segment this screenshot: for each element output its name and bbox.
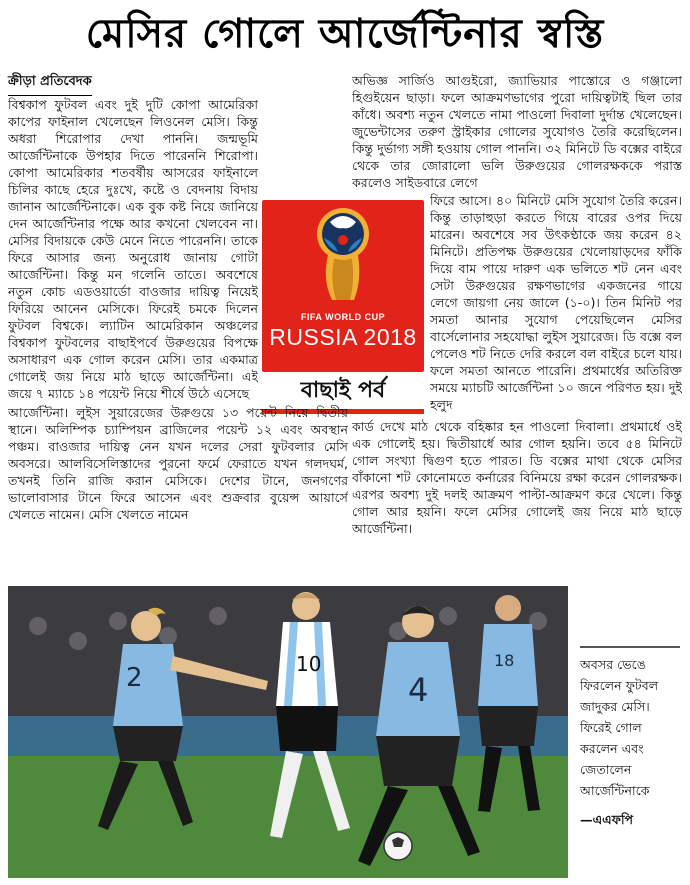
photo-caption (580, 646, 680, 864)
article-paragraph: কার্ড দেখে মাঠ থেকে বহিষ্কার হন পাওলো দিবালা। প্রথমার্ধে ওই এক গোলেই হয়। দ্বিতীয়ার্ধে আর গোল হয়নি। তবে ৫৪ মিনিটে গোল সংখ্যা দ্বিগুণ হতে পারত। ডি বক্সের মাথা থেকে মেসির বাঁকানো শট কোনোমতে কর্নারের বিনিময়ে রক্ষা করেন গোলরক্ষক। এরপর অবশ্য দুই দলই আক্রমণ পাল্টা-আক্রমণ করে খেলে। কিন্তু গোল আর হয়নি। ফলে মেসির গোলেই জয় নিয়ে মাঠ ছাড়ে আর্জেন্টিনা। (352, 419, 682, 536)
logo-line-fifa: FIFA WORLD CUP (300, 312, 386, 322)
photo-caption-text: অবসর ভেঙে ফিরলেন ফুটবল জাদুকর মেসি। ফিরেই গোল করলেন এবং জেতালেন আর্জেন্টিনাকে (580, 657, 659, 798)
jersey-number-4: 4 (408, 671, 429, 709)
article-column-right-middle (430, 192, 682, 420)
qualifier-caption: বাছাই পর্ব (262, 374, 424, 414)
article-column-right-bottom (352, 418, 682, 582)
photo-credit: —এএফপি (580, 812, 634, 827)
logo-line-russia: RUSSIA 2018 (269, 324, 417, 350)
article-column-left-bottom (8, 404, 348, 600)
article-column-left-top (8, 96, 258, 406)
headline: মেসির গোলে আর্জেন্টিনার স্বস্তি (85, 10, 605, 57)
world-cup-trophy-icon (262, 200, 424, 310)
article-column-right-top (352, 72, 682, 194)
article-paragraph: বিশ্বকাপ ফুটবল এবং দুই দুটি কোপা আমেরিকা কাপের ফাইনাল খেলেছেন লিওনেল মেসি। কিন্তু অধরা শিরোপার দেখা পাননি। জন্মভূমি আর্জেন্টিনাকে উপহার দিতে পারেননি শিরোপা। কোপা আমেরিকার শতবর্ষীয় আসরের ফাইনালে চিলির কাছে হেরে দুঃখে, কষ্টে ও বেদনায় বিদায় জানান আর্জেন্টিনাকে। এক বুক কষ্ট নিয়ে জানিয়ে দেন আর্জেন্টিনার পক্ষে আর কখনো খেলবেন না। মেসির বিদায়কে কেউ মেনে নিতে পারেননি। তাকে ফিরে আসার জন্য অনুরোধ জানায় গোটা আর্জেন্টিনা। কিন্তু মন গলেনি তাতে। অবশেষে নতুন কোচ এডওয়ার্ডো বাওজার দায়িত্ব নিয়েই ফিরিয়ে আনেন মেসিকে। ফিরেই চমকে দিলেন ফুটবল বিশ্বকে। ল্যাটিন আমেরিকান অঞ্চলের বিশ্বকাপ ফুটবলের বাছাইপর্বে উরুগুয়ের বিপক্ষে অসাধারণ এক গোল করেন মেসি। তার একমাত্র গোলেই জয় নিয়ে মাঠ ছাড়ে আর্জেন্টিনা। এই জয়ে ৭ ম্যাচে ১৪ পয়েন্ট নিয়ে শীর্ষে উঠে এসেছে (8, 97, 258, 401)
article-paragraph: আর্জেন্টিনা। লুইস সুয়ারেজের উরুগুয়ে ১৩ পয়েন্ট নিয়ে দ্বিতীয় স্থানে। অলিম্পিক চ্যাম্পিয়ন ব্রাজিলের পয়েন্ট ১২ এবং অবস্থান পঞ্চম। বাওজার দায়িত্ব নেন যখন দলের সেরা ফুটবলার মেসি অবসরে। আলবিসেলিস্তাদের পুরনো ফর্মে ফেরাতে যখন গলদঘর্ম, তখনই তিনি রাজি করান মেসিকে। দেশের টানে, জনগণের ভালোবাসার টানে ফিরে আসেন এবং শুক্রবার বুয়েন্স আয়ার্সে খেলতে নামেন। মেসি খেলতে নামেন (8, 405, 348, 522)
jersey-number-18: 18 (494, 651, 515, 670)
match-photo (8, 586, 568, 878)
jersey-number-2: 2 (126, 663, 143, 693)
byline: ক্রীড়া প্রতিবেদক (8, 72, 92, 96)
match-photo-illustration (8, 586, 568, 878)
jersey-number-10: 10 (296, 652, 322, 676)
article-paragraph: ফিরে আসে। ৪০ মিনিটে মেসি সুযোগ তৈরি করেন। কিন্তু তাড়াহুড়া করতে গিয়ে বারের ওপর দিয়ে মারেন। অবশেষে সব উৎকণ্ঠাকে জয় করেন ৪২ মিনিটে। প্রতিপক্ষ উরুগুয়ের খেলোয়াড়দের ফাঁকি দিয়ে বাম পায়ে দারুণ এক ভলিতে শট নেন এবং সেটা উরুগুয়ের রক্ষণভাগের একজনের গায়ে লেগে জায়গা নেয় জালে (১-০)। তিন মিনিট পর সমতা আনার সুযোগ পেয়েছিলেন মেসির বার্সেলোনার সহযোদ্ধা লুইস সুয়ারেজ। ডি বক্সে বল পেলেও শট নিতে দেরি করলে বল বাইরে চলে যায়। ফলে সমতা আনতে পারেনি। প্রথমার্ধের অতিরিক্ত সময়ে ম্যাচটি আর্জেন্টিনা ১০ জনে পরিণত হয়। দুই হলুদ (430, 193, 682, 412)
article-paragraph: অভিজ্ঞ সার্জিও আগুইরো, জ্যাভিয়ার পাস্তোরে ও গঞ্জালো হিগুইয়েন ছাড়া। ফলে আক্রমণভাগের পুরো দায়িত্বটাই ছিল তার কাঁধে। অবশ্য নতুন খেলতে নামা পাওলো দিবালা দুর্দান্ত খেলেছেন। জুভেন্টাসের তরুণ স্ট্রাইকার গোলের সুযোগও তৈরি করেছিলেন। কিন্তু দুর্ভাগ্য সঙ্গী হওয়ায় গোল পাননি। ৩২ মিনিটে ডি বক্সের বাইরে থেকে তার জোরালো ভলি উরুগুয়ের গোলরক্ষককে পরাস্ত করলেও সাইডবারে লেগে (352, 73, 682, 190)
world-cup-logo (262, 200, 424, 372)
